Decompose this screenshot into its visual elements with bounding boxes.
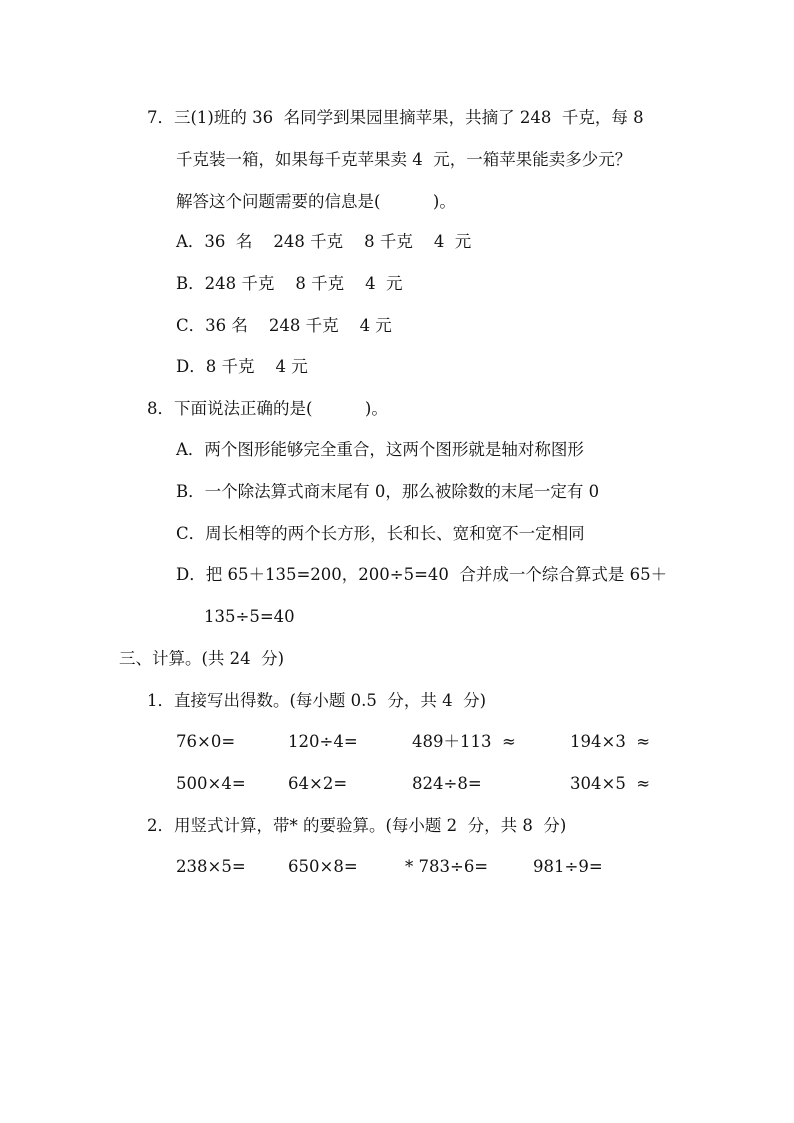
q8-option-b: B．一个除法算式商末尾有 0，那么被除数的末尾一定有 0 xyxy=(176,482,600,501)
calc-r2-c1: 500×4= xyxy=(176,774,246,793)
q8-option-d-continued: 135÷5=40 xyxy=(204,607,295,626)
vertical-calc-1: 238×5= xyxy=(176,857,246,876)
q7-line2: 千克装一箱，如果每千克苹果卖 4 元，一箱苹果能卖多少元？ xyxy=(176,150,632,169)
calc-r1-c2: 120÷4= xyxy=(288,732,358,751)
calc-r1-c3: 489＋113 ≈ xyxy=(412,732,516,751)
calc-r2-c2: 64×2= xyxy=(288,774,348,793)
calc-r2-c3: 824÷8= xyxy=(412,774,482,793)
q7-option-b: B．248 千克 8 千克 4 元 xyxy=(176,274,403,293)
q7-option-c: C．36 名 248 千克 4 元 xyxy=(176,316,392,335)
s3-q2-title: 2．用竖式计算，带* 的要验算。(每小题 2 分，共 8 分) xyxy=(147,816,567,835)
q8-option-c: C．周长相等的两个长方形，长和长、宽和宽不一定相同 xyxy=(176,524,585,543)
q7-line1: 7．三(1)班的 36 名同学到果园里摘苹果，共摘了 248 千克，每 8 xyxy=(147,108,644,127)
calc-r1-c4: 194×3 ≈ xyxy=(570,732,651,751)
q8-option-a: A．两个图形能够完全重合，这两个图形就是轴对称图形 xyxy=(176,440,584,459)
vertical-calc-2: 650×8= xyxy=(288,857,358,876)
calc-r2-c4: 304×5 ≈ xyxy=(570,774,651,793)
section3-heading: 三、计算。(共 24 分) xyxy=(119,649,285,668)
s3-q1-title: 1．直接写出得数。(每小题 0.5 分，共 4 分) xyxy=(147,691,487,710)
calc-r1-c1: 76×0= xyxy=(176,732,236,751)
q7-line3: 解答这个问题需要的信息是( )。 xyxy=(176,192,456,211)
vertical-calc-3: * 783÷6= xyxy=(405,857,489,876)
q7-option-d: D．8 千克 4 元 xyxy=(176,357,308,376)
q7-option-a: A．36 名 248 千克 8 千克 4 元 xyxy=(176,232,472,251)
q8-option-d: D．把 65＋135=200，200÷5=40 合并成一个综合算式是 65＋ xyxy=(176,565,668,584)
q8-line1: 8．下面说法正确的是( )。 xyxy=(147,399,388,418)
vertical-calc-4: 981÷9= xyxy=(533,857,603,876)
